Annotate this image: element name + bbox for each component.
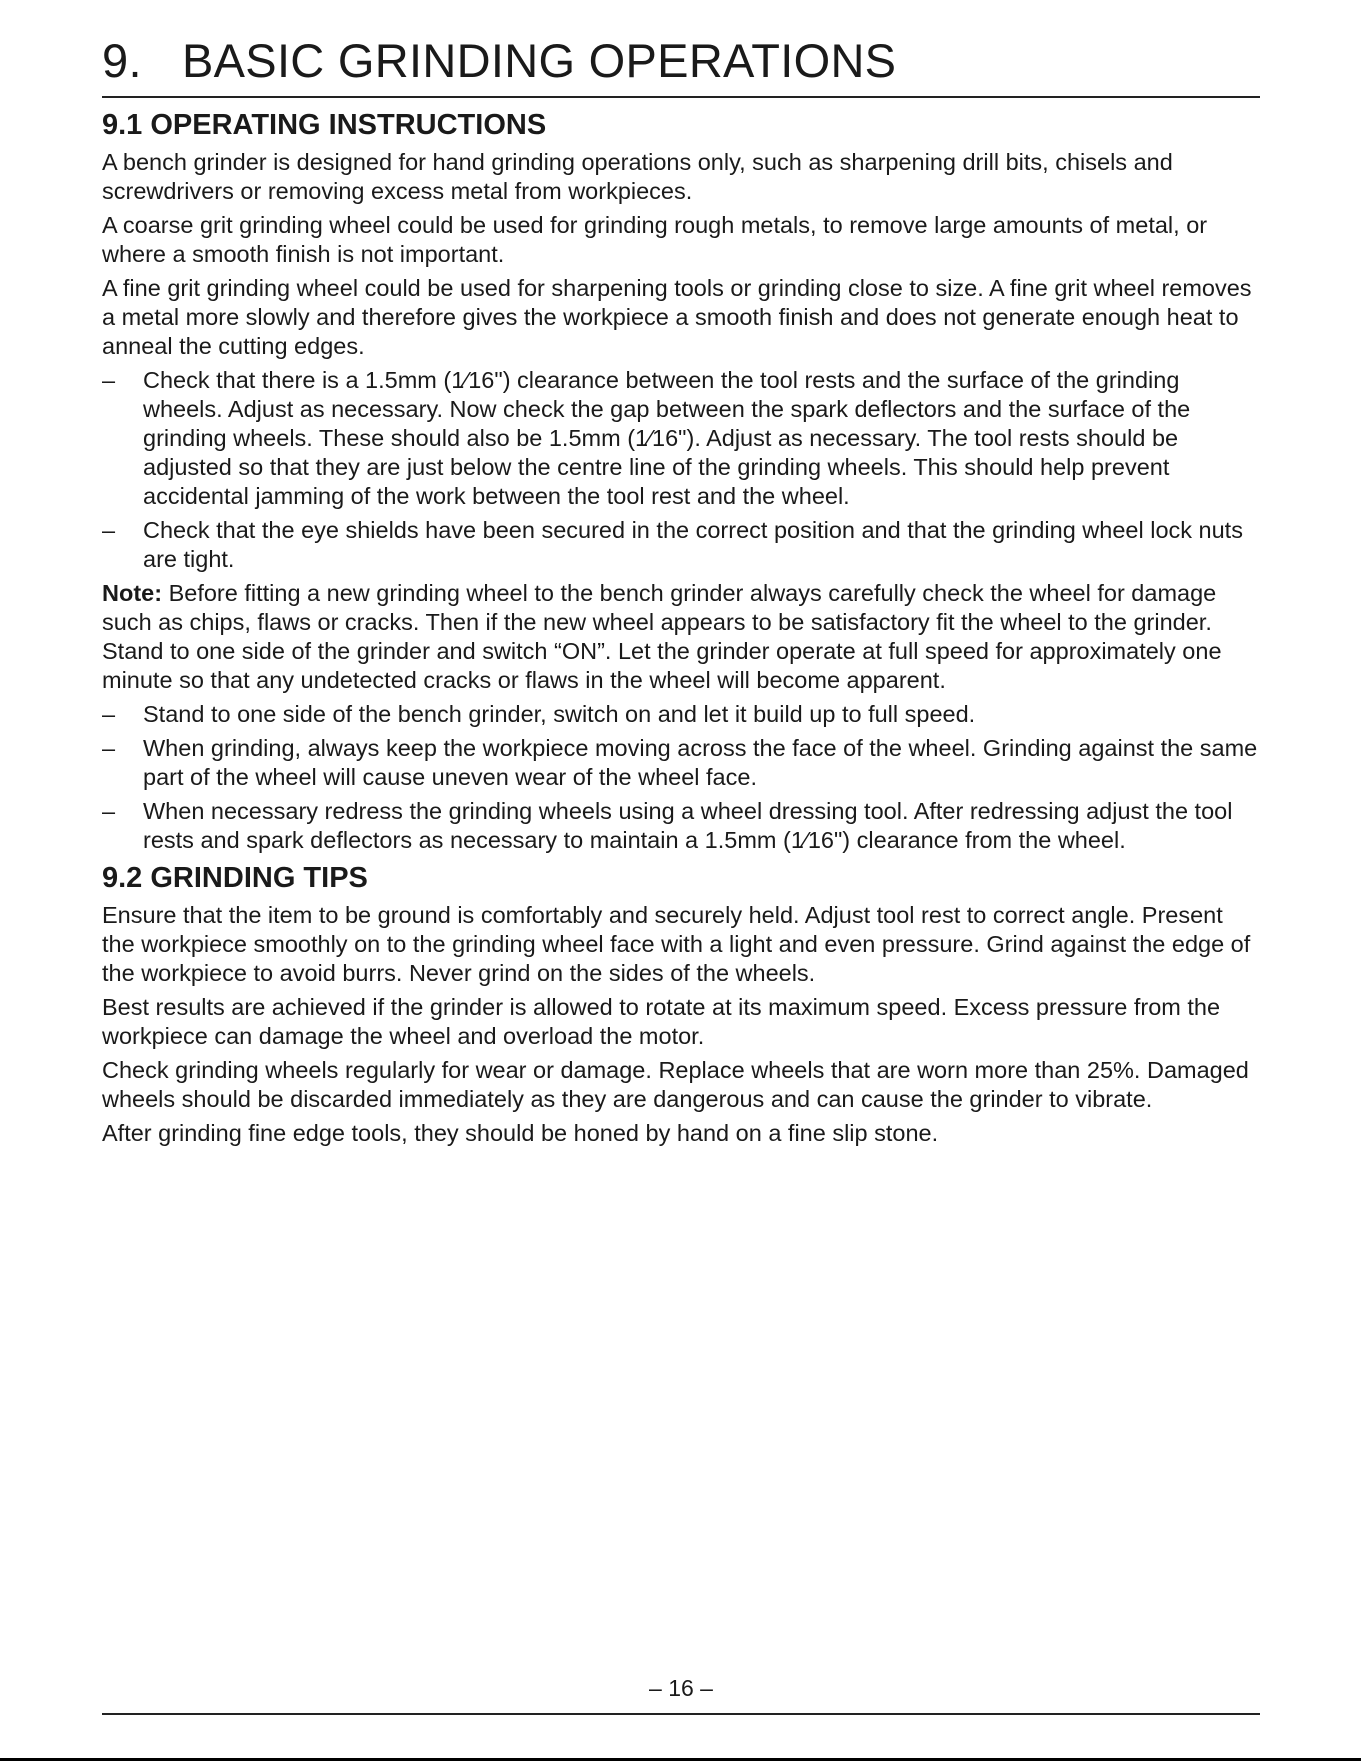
bullet-text: Check that the eye shields have been secured in the correct position and that the grinding wheel lock nuts are tight. [143,517,1243,572]
bullet-item [102,516,1260,574]
chapter-number: 9. [102,34,142,87]
paragraph-fine-grit: A fine grit grinding wheel could be used for sharpening tools or grinding close to size. A fine grit wheel removes a metal more slowly and therefore gives the workpiece a smooth finish and does not generate enough heat to anneal the cutting edges. [102,275,1252,359]
footer-divider [102,1713,1260,1715]
bullet-item [102,734,1260,792]
page-content [102,107,1260,1153]
bullet-item [102,797,1260,855]
bullet-dash: – [102,517,116,543]
bullet-dash: – [102,701,116,727]
bullet-item [102,700,1260,729]
bullet-item [102,366,1260,511]
bullet-text: Check that there is a 1.5mm (1⁄16") clearance between the tool rests and the surface of the grinding wheels. Adjust as necessary. Now check the gap between the spark deflectors and the surface of the grinding wheels. These should also be 1.5mm (1⁄16"). Adjust as necessary. The tool rests should be adjusted so that they are just below the centre line of the grinding wheels. This should help prevent accidental jamming of the work between the tool rest and the wheel. [143,367,1191,509]
note-text: Before fitting a new grinding wheel to the bench grinder always carefully check the wheel for damage such as chips, flaws or cracks. Then if the new wheel appears to be satisfactory fit the wheel to the grinder. Stand to one side of the grinder and switch “ON”. Let the grinder operate at full speed for approximately one minute so that any undetected cracks or flaws in the wheel will become apparent. [102,580,1222,693]
paragraph-tips-1: Ensure that the item to be ground is comfortably and securely held. Adjust tool rest to correct angle. Present the workpiece smoothly on to the grinding wheel face with a light and even pressure. Grind against the edge of the workpiece to avoid burrs. Never grind on the sides of the wheels. [102,902,1251,986]
bullet-text: When grinding, always keep the workpiece moving across the face of the wheel. Grinding against the same part of the wheel will cause uneven wear of the wheel face. [143,735,1258,790]
paragraph-intro: A bench grinder is designed for hand grinding operations only, such as sharpening drill bits, chisels and screwdrivers or removing excess metal from workpieces. [102,149,1173,204]
section-heading-operating-instructions: 9.1 OPERATING INSTRUCTIONS [102,109,547,141]
section-heading-grinding-tips: 9.2 GRINDING TIPS [102,862,368,894]
bullet-dash: – [102,798,116,824]
page-number: – 16 – [649,1675,713,1701]
bullet-dash: – [102,735,116,761]
chapter-title-text: BASIC GRINDING OPERATIONS [182,34,897,87]
note-paragraph [102,579,1260,695]
paragraph-coarse-grit: A coarse grit grinding wheel could be used for grinding rough metals, to remove large amounts of metal, or where a smooth finish is not important. [102,212,1208,267]
note-label: Note: [102,580,163,606]
chapter-title [102,32,1260,98]
paragraph-tips-2: Best results are achieved if the grinder is allowed to rotate at its maximum speed. Excess pressure from the workpiece can damage the wheel and overload the motor. [102,994,1221,1049]
bullet-dash: – [102,367,116,393]
bullet-text: Stand to one side of the bench grinder, switch on and let it build up to full speed. [143,701,976,727]
paragraph-tips-4: After grinding fine edge tools, they should be honed by hand on a fine slip stone. [102,1120,939,1146]
bullet-text: When necessary redress the grinding wheels using a wheel dressing tool. After redressing adjust the tool rests and spark deflectors as necessary to maintain a 1.5mm (1⁄16") clearance from the wheel. [143,798,1233,853]
paragraph-tips-3: Check grinding wheels regularly for wear or damage. Replace wheels that are worn more than 25%. Damaged wheels should be discarded immediately as they are dangerous and can cause the grinder to vibrate. [102,1057,1249,1112]
